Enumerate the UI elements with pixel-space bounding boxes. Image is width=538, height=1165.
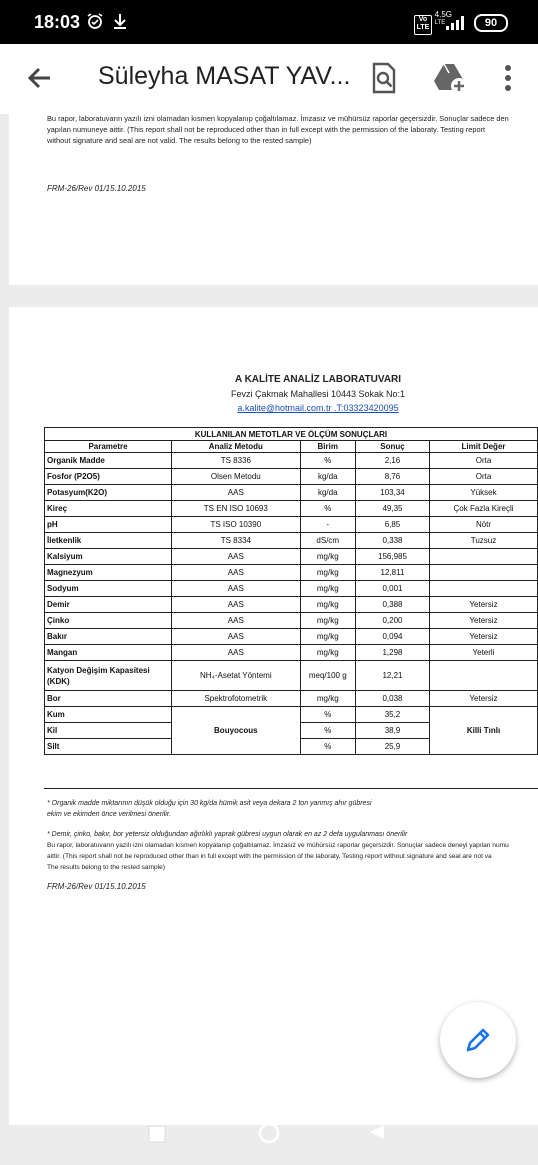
cell-method: TS 8336 [172, 453, 301, 469]
cell-param: Bakır [45, 629, 172, 645]
cell-result: 0,388 [355, 597, 429, 613]
cell-unit: mg/kg [300, 645, 355, 661]
column-header: Sonuç [355, 441, 429, 453]
cell-result: 0,094 [355, 629, 429, 645]
cell-result: 0,001 [355, 581, 429, 597]
cell-limit [430, 549, 538, 565]
edit-button[interactable] [440, 1002, 516, 1078]
disclaimer-line: without signature and seal are not valid. The results belong to the rested sample) [47, 136, 312, 145]
table-caption: KULLANILAN METOTLAR VE ÖLÇÜM SONUÇLARI [45, 428, 538, 441]
edit-pencil-icon [464, 1026, 492, 1059]
cell-unit: - [300, 517, 355, 533]
signal-icon [446, 16, 466, 35]
cell-param: Demir [45, 597, 172, 613]
table-row [45, 469, 538, 485]
cell-unit: kg/da [300, 485, 355, 501]
note-micronutrients: * Demir, çinko, bakır, bor yetersiz olduğundan ağırlıklı yaprak gübresi uygun olarak en az 2 defa uygulanması önerilir [47, 831, 408, 838]
table-row [45, 533, 538, 549]
status-bar [0, 0, 538, 44]
results-table [44, 427, 538, 755]
divider [44, 788, 538, 789]
lab-contact-link[interactable]: a.kalite@hotmail.com.tr .T:03323420095 [237, 403, 399, 413]
table-row: Kum Bouyocous % 35,2 Killi Tınlı [45, 707, 538, 723]
table-row [45, 485, 538, 501]
cell-unit: mg/kg [300, 629, 355, 645]
table-row [45, 581, 538, 597]
cell-method: Olsen Metodu [172, 469, 301, 485]
download-icon [112, 12, 128, 35]
cell-result: 156,985 [355, 549, 429, 565]
cell-method: AAS [172, 597, 301, 613]
cell-limit [430, 565, 538, 581]
cell-param: Kalsiyum [45, 549, 172, 565]
cell-limit [430, 581, 538, 597]
cell-method: AAS [172, 613, 301, 629]
cell-param: Organik Madde [45, 453, 172, 469]
table-row [45, 453, 538, 469]
cell-result: 12,811 [355, 565, 429, 581]
cell-param: İletkenlik [45, 533, 172, 549]
cell-method: TS ISO 10390 [172, 517, 301, 533]
nav-back-icon[interactable] [368, 1125, 386, 1148]
cell-param: Kireç [45, 501, 172, 517]
more-vert-icon[interactable] [490, 60, 526, 96]
disclaimer-line: Bu rapor, laboratuvarın yazılı izni olamadan kısmen kopyalanıp çoğaltılamaz. İmzasız ve mühürsüz raporlar geçersizdir. Sonuçlar sadece deneyi yapılan numu [47, 842, 509, 849]
cell-limit: Yetersiz [430, 629, 538, 645]
cell-result: 0,200 [355, 613, 429, 629]
cell-limit: Orta [430, 453, 538, 469]
cell-result: 49,35 [355, 501, 429, 517]
cell-param: Sodyum [45, 581, 172, 597]
cell-unit: mg/kg [300, 581, 355, 597]
column-header: Parametre [45, 441, 172, 453]
form-code: FRM-26/Rev 01/15.10.2015 [47, 882, 146, 891]
cell-result: 6,85 [355, 517, 429, 533]
table-row [45, 501, 538, 517]
cell-unit: % [300, 453, 355, 469]
cell-limit: Orta [430, 469, 538, 485]
cell-unit: mg/kg [300, 597, 355, 613]
cell-unit: % [300, 501, 355, 517]
cell-unit: mg/kg [300, 613, 355, 629]
column-header: Birim [300, 441, 355, 453]
cell-method: AAS [172, 645, 301, 661]
cell-method: AAS [172, 485, 301, 501]
table-row [45, 517, 538, 533]
home-icon[interactable] [258, 1125, 280, 1148]
volte-badge: Vo LTE [414, 15, 432, 35]
document-page-2 [9, 307, 538, 1125]
document-title: Süleyha MASAT YAV... [98, 62, 351, 90]
disclaimer-line: aittir. (This report shall not be reproduced other than in full except with the permission of the laboraty. Testing report without signature and seal are not va [47, 853, 492, 860]
table-row: Kil % 38,9 [45, 723, 538, 739]
cell-result: 0,338 [355, 533, 429, 549]
net-speed: 4.5G LTE [434, 10, 452, 26]
column-header: Analiz Metodu [172, 441, 301, 453]
cell-method: AAS [172, 629, 301, 645]
disclaimer-line: The results belong to the rested sample) [47, 864, 166, 871]
document-page-1 [9, 114, 538, 285]
cell-param: Fosfor (P2O5) [45, 469, 172, 485]
recents-icon[interactable] [148, 1125, 166, 1148]
lab-address: Fevzi Çakmak Mahallesi 10443 Sokak No:1 [230, 389, 406, 399]
table-row [45, 629, 538, 645]
cell-param: Çinko [45, 613, 172, 629]
table-row: Silt % 25,9 [45, 739, 538, 755]
cell-param: Mangan [45, 645, 172, 661]
cell-method: AAS [172, 581, 301, 597]
cell-limit: Nötr [430, 517, 538, 533]
disclaimer-line: yapılan numuneye aittir. (This report shall not be reproduced other than in full except with the permission of the laboraty. Testing report [47, 125, 486, 134]
cell-limit: Yüksek [430, 485, 538, 501]
table-row [45, 549, 538, 565]
cell-method: TS EN ISO 10693 [172, 501, 301, 517]
cell-limit: Tuzsuz [430, 533, 538, 549]
battery-icon: 90 [474, 14, 508, 32]
cell-unit: kg/da [300, 469, 355, 485]
cell-unit: dS/cm [300, 533, 355, 549]
disclaimer-line: Bu rapor, laboratuvarın yazılı izni olamadan kısmen kopyalanıp çoğaltılamaz. İmzasız ve mühürsüz raporlar geçersizdir. Sonuçlar sadece den [47, 114, 509, 123]
status-time: 18:03 [34, 12, 81, 32]
app-bar [0, 44, 538, 114]
cell-result: 103,34 [355, 485, 429, 501]
cell-param: Potasyum(K2O) [45, 485, 172, 501]
drive-add-icon[interactable] [432, 60, 468, 96]
cell-limit: Yetersiz [430, 597, 538, 613]
search-doc-icon[interactable] [366, 60, 402, 96]
cell-unit: mg/kg [300, 549, 355, 565]
cell-limit: Yetersiz [430, 613, 538, 629]
back-arrow-icon[interactable] [24, 62, 56, 94]
table-row [45, 597, 538, 613]
cell-result: 8,76 [355, 469, 429, 485]
column-header: Limit Değer [430, 441, 538, 453]
cell-result: 2,16 [355, 453, 429, 469]
table-row: Bor Spektrofotometrik mg/kg 0,038 Yetersiz [45, 691, 538, 707]
cell-result: 1,298 [355, 645, 429, 661]
note-organic: * Organik madde miktarının düşük olduğu için 30 kg/da hümik asit veya dekara 2 ton yanmış ahır gübresi [47, 800, 372, 807]
alarm-icon [86, 12, 104, 35]
table-row [45, 645, 538, 661]
cell-unit: mg/kg [300, 565, 355, 581]
lab-name: A KALİTE ANALİZ LABORATUVARI [234, 374, 402, 385]
cell-method: AAS [172, 565, 301, 581]
cell-param: pH [45, 517, 172, 533]
table-row: Katyon Değişim Kapasitesi (KDK) NH₄-Asetat Yöntemi meq/100 g 12,21 [45, 661, 538, 691]
navigation-bar [0, 1125, 538, 1165]
form-code: FRM-26/Rev 01/15.10.2015 [47, 184, 146, 193]
cell-limit: Çok Fazla Kireçli [430, 501, 538, 517]
note-organic: ekim ve ekimden önce verilmesi önerilir. [47, 811, 171, 818]
table-row [45, 565, 538, 581]
cell-method: TS 8334 [172, 533, 301, 549]
cell-limit: Yeterli [430, 645, 538, 661]
cell-param: Magnezyum [45, 565, 172, 581]
table-row [45, 613, 538, 629]
cell-method: AAS [172, 549, 301, 565]
